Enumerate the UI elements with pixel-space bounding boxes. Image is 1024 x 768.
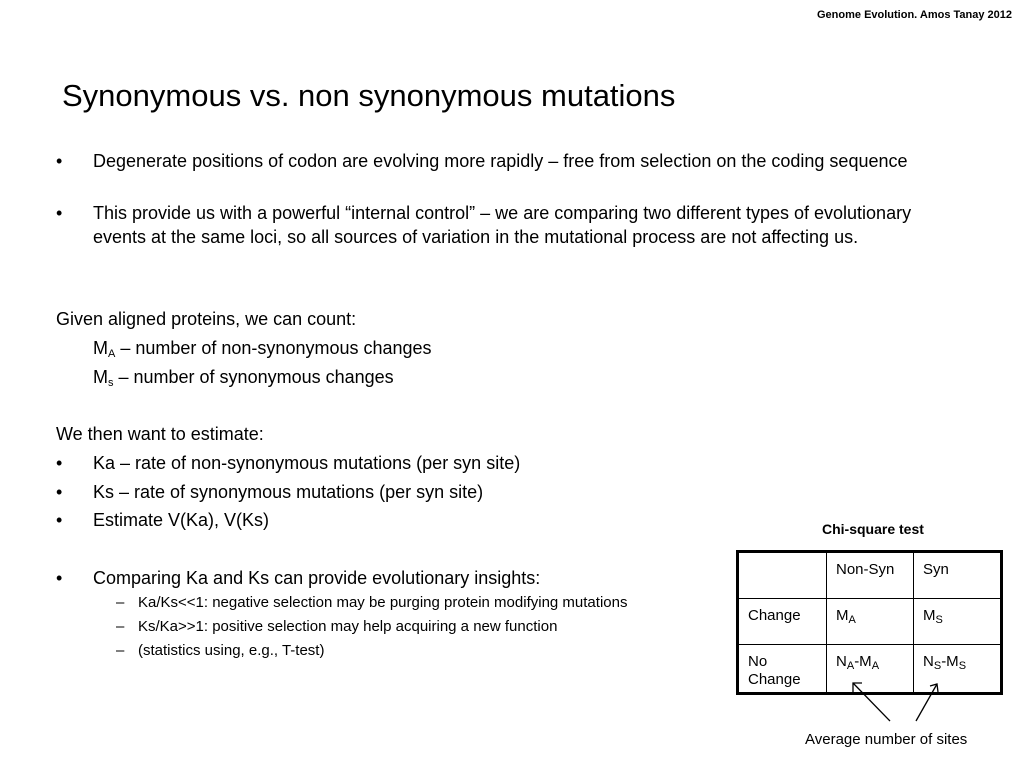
dash-marker: – bbox=[116, 642, 125, 659]
bullet-text: Comparing Ka and Ks can provide evolutionary insights: bbox=[93, 568, 541, 588]
ms-text: – number of synonymous changes bbox=[113, 367, 394, 387]
cell-subscript: A bbox=[871, 660, 880, 672]
sub-text: (statistics using, e.g., T-test) bbox=[138, 642, 325, 659]
ma-text: – number of non-synonymous changes bbox=[115, 338, 432, 358]
bullet-marker: • bbox=[56, 453, 63, 473]
bullet-marker: • bbox=[56, 510, 63, 530]
bullet-text: Ka – rate of non-synonymous mutations (per syn site) bbox=[93, 453, 521, 473]
header-cell-syn: Syn bbox=[914, 552, 1002, 599]
dash-marker: – bbox=[116, 618, 125, 635]
ma-base: M bbox=[93, 338, 108, 358]
cell-base: M bbox=[923, 607, 936, 624]
cell-base: M bbox=[836, 607, 849, 624]
row-label-change: Change bbox=[738, 599, 827, 645]
chi-square-title: Chi-square test bbox=[822, 521, 924, 537]
ms-base: M bbox=[93, 367, 108, 387]
bullet-text: Ks – rate of synonymous mutations (per syn site) bbox=[93, 482, 484, 502]
cell-subscript: A bbox=[848, 614, 856, 626]
bullet-marker: • bbox=[56, 482, 63, 502]
cell-subscript: S bbox=[958, 660, 967, 672]
dash-marker: – bbox=[116, 594, 125, 611]
sub-text: Ka/Ks<<1: negative selection may be purging protein modifying mutations bbox=[138, 594, 628, 611]
arrow-to-syn-line bbox=[916, 684, 937, 721]
bullet-text: This provide us with a powerful “internal control” – we are comparing two different types of evolutionary events at the same loci, so all sources of variation in the mutational process are not affecting us. bbox=[93, 203, 912, 247]
bullet-marker: • bbox=[56, 568, 63, 588]
cell-base: N bbox=[923, 653, 934, 670]
ms-subscript: s bbox=[108, 377, 114, 389]
slide-title: Synonymous vs. non synonymous mutations bbox=[62, 78, 676, 113]
arrow-to-nonsyn-line bbox=[853, 683, 890, 721]
sub-text: Ks/Ka>>1: positive selection may help acquiring a new function bbox=[138, 618, 558, 635]
cell-subscript: S bbox=[933, 660, 942, 672]
bullet-marker: • bbox=[56, 151, 63, 171]
ma-subscript: A bbox=[108, 348, 116, 360]
row-label-nochange: No Change bbox=[738, 645, 827, 694]
header-note: Genome Evolution. Amos Tanay 2012 bbox=[817, 9, 1012, 21]
count-intro: Given aligned proteins, we can count: bbox=[56, 309, 357, 329]
table-caption: Average number of sites bbox=[805, 731, 968, 748]
cell-subscript: S bbox=[935, 614, 943, 626]
header-cell-nonsyn: Non-Syn bbox=[827, 552, 914, 599]
cell-subscript: A bbox=[846, 660, 855, 672]
cell-base: N bbox=[836, 653, 847, 670]
bullet-marker: • bbox=[56, 203, 63, 223]
estimate-intro: We then want to estimate: bbox=[56, 424, 264, 444]
bullet-text: Degenerate positions of codon are evolving more rapidly – free from selection on the coding sequence bbox=[93, 151, 908, 171]
bullet-text: Estimate V(Ka), V(Ks) bbox=[93, 510, 270, 530]
cell-base: -M bbox=[941, 653, 959, 670]
cell-base: -M bbox=[854, 653, 872, 670]
